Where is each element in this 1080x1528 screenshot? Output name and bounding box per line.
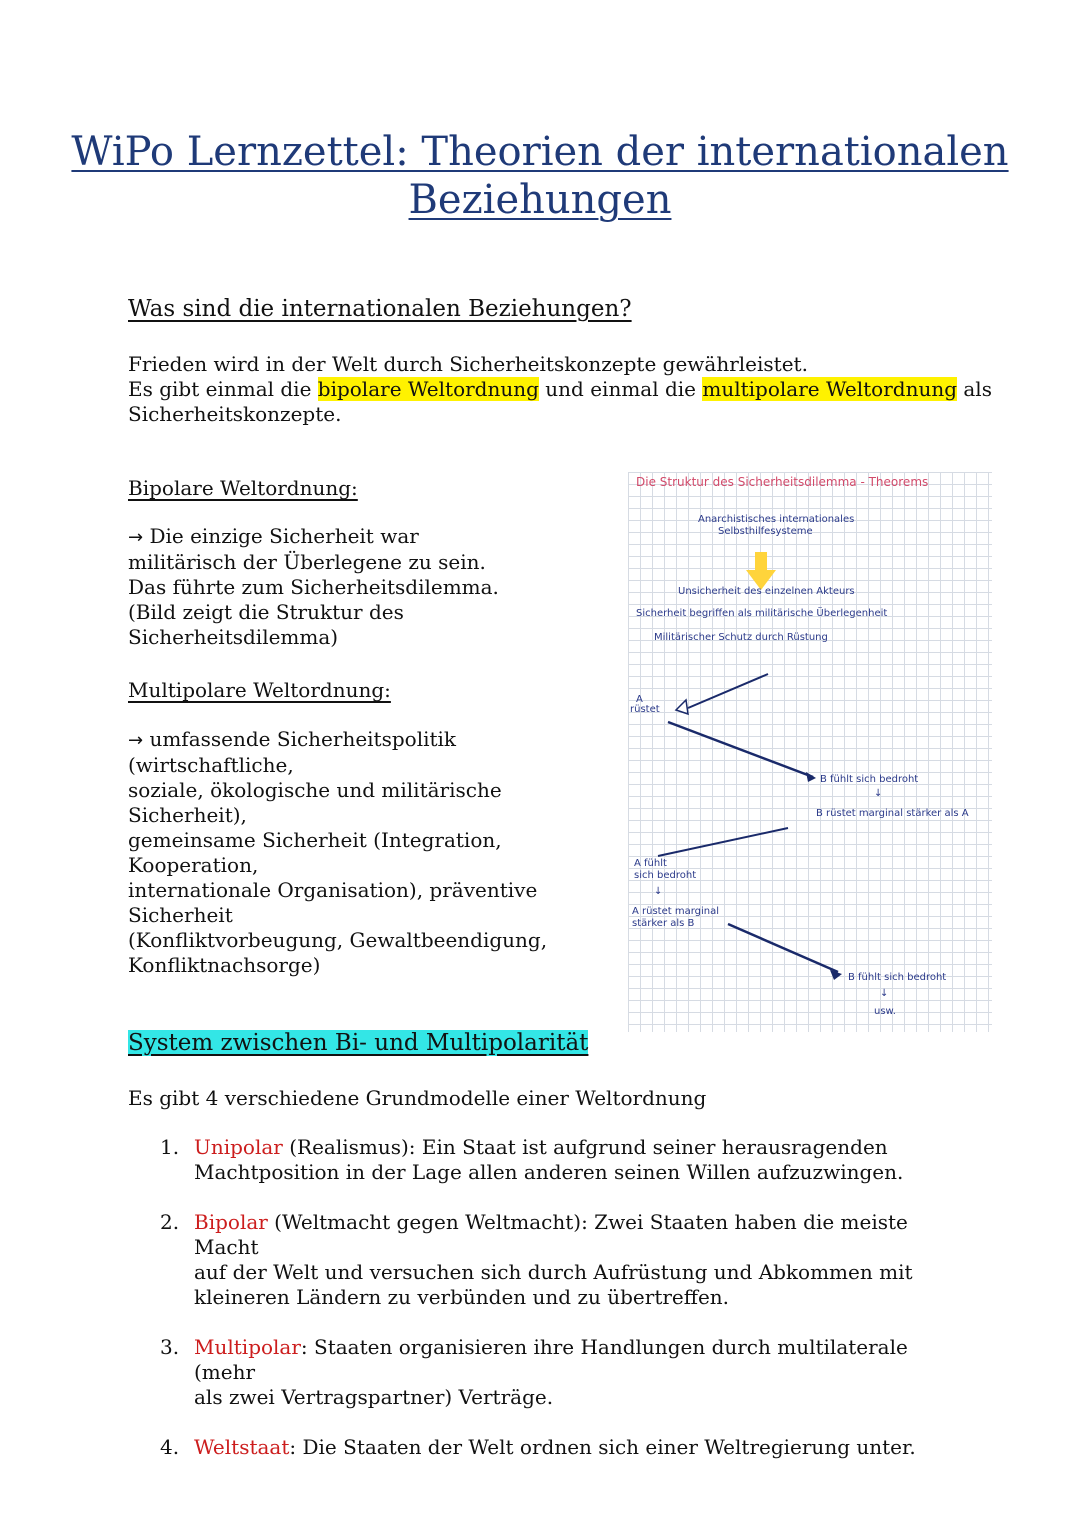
intro-line-2: Es gibt einmal die bipolare Weltordnung und einmal die multipolare Weltordnung als [128,377,992,401]
page-title [60,128,1020,224]
section2-intro: Es gibt 4 verschiedene Grundmodelle einer Weltordnung [128,1086,707,1110]
list-item: 3. Multipolar: Staaten organisieren ihre Handlungen durch multilaterale (mehr als zwei Vertragspartner) Verträge. [160,1335,908,1409]
list-item: 4. Weltstaat: Die Staaten der Welt ordnen sich einer Weltregierung unter. [160,1435,916,1459]
intro-line-3: Sicherheitskonzepte. [128,402,342,426]
bipolar-text: → Die einzige Sicherheit war militärisch der Überlegene zu sein. Das führte zum Sicherheitsdilemma. (Bild zeigt die Struktur des Sicherheitsdilemma) [128,524,499,649]
arrow-right-icon: → [128,527,144,548]
sketch-b2-line-2: usw. [874,1006,896,1017]
multipolar-heading: Multipolare Weltordnung: [128,678,391,702]
sketch-a-label: A [636,694,643,705]
sketch-a2-line-2: sich bedroht [634,870,697,881]
highlight-bipolar: bipolare Weltordnung [317,377,539,401]
title-line-2: Beziehungen [408,177,672,223]
sketch-a2-line-3: A rüstet marginal [632,906,720,917]
sketch-title: Die Struktur des Sicherheitsdilemma - Theorems [636,475,929,489]
list-item: 2. Bipolar (Weltmacht gegen Weltmacht): Zwei Staaten haben die meiste Macht auf der Welt und versuchen sich durch Aufrüstung und Abkommen mit kleineren Ländern zu verbünden und zu übertreffen. [160,1210,913,1309]
down-arrow-icon: ↓ [654,886,663,897]
world-order-list [160,1135,960,1485]
sketch-b1-line-1: B fühlt sich bedroht [820,774,919,785]
arrow-right-icon: → [128,730,144,751]
sketch-a2-line-4: stärker als B [632,918,695,929]
sketch-cause-2: Sicherheit begriffen als militärische Überlegenheit [636,608,888,619]
sketch-cause-1: Unsicherheit des einzelnen Akteurs [678,586,855,597]
bipolar-heading: Bipolare Weltordnung: [128,476,358,500]
highlight-multipolar: multipolare Weltordnung [702,377,958,401]
sketch-cause-3: Militärischer Schutz durch Rüstung [654,632,828,643]
section-intro [128,352,1008,427]
section-heading-ib: Was sind die internationalen Beziehungen? [128,296,632,322]
sketch-box-line-2: Selbsthilfesysteme [718,526,813,537]
down-arrow-icon: ↓ [880,988,889,999]
sketch-a-ruestet: rüstet [630,704,660,715]
multipolar-text: → umfassende Sicherheitspolitik (wirtschaftliche, soziale, ökologische und militärische Sicherheit), gemeinsame Sicherheit (Integration, Kooperation, internationale Organisation), präventive Sicherheit (Konfliktvorbeugung, Gewaltbeendigung, Konfliktnachsorge) [128,727,548,977]
term-bipolar: Bipolar [194,1210,268,1234]
term-weltstaat: Weltstaat [194,1435,290,1459]
term-multipolar: Multipolar [194,1335,301,1359]
security-dilemma-sketch [628,472,992,1032]
sketch-box-line-1: Anarchistisches internationales [698,514,855,525]
term-unipolar: Unipolar [194,1135,283,1159]
sketch-a2-line-1: A fühlt [634,858,667,869]
section-heading-system: System zwischen Bi- und Multipolarität [128,1030,589,1056]
sketch-b2-line-1: B fühlt sich bedroht [848,972,947,983]
title-line-1: WiPo Lernzettel: Theorien der internationalen [71,129,1009,175]
down-arrow-icon: ↓ [874,788,883,799]
list-item: 1. Unipolar (Realismus): Ein Staat ist aufgrund seiner herausragenden Machtposition in der Lage allen anderen seinen Willen aufzuzwingen. [160,1135,904,1184]
sketch-lines [628,472,992,1032]
sketch-b1-line-2: B rüstet marginal stärker als A [816,808,969,819]
intro-line-1: Frieden wird in der Welt durch Sicherheitskonzepte gewährleistet. [128,352,808,376]
